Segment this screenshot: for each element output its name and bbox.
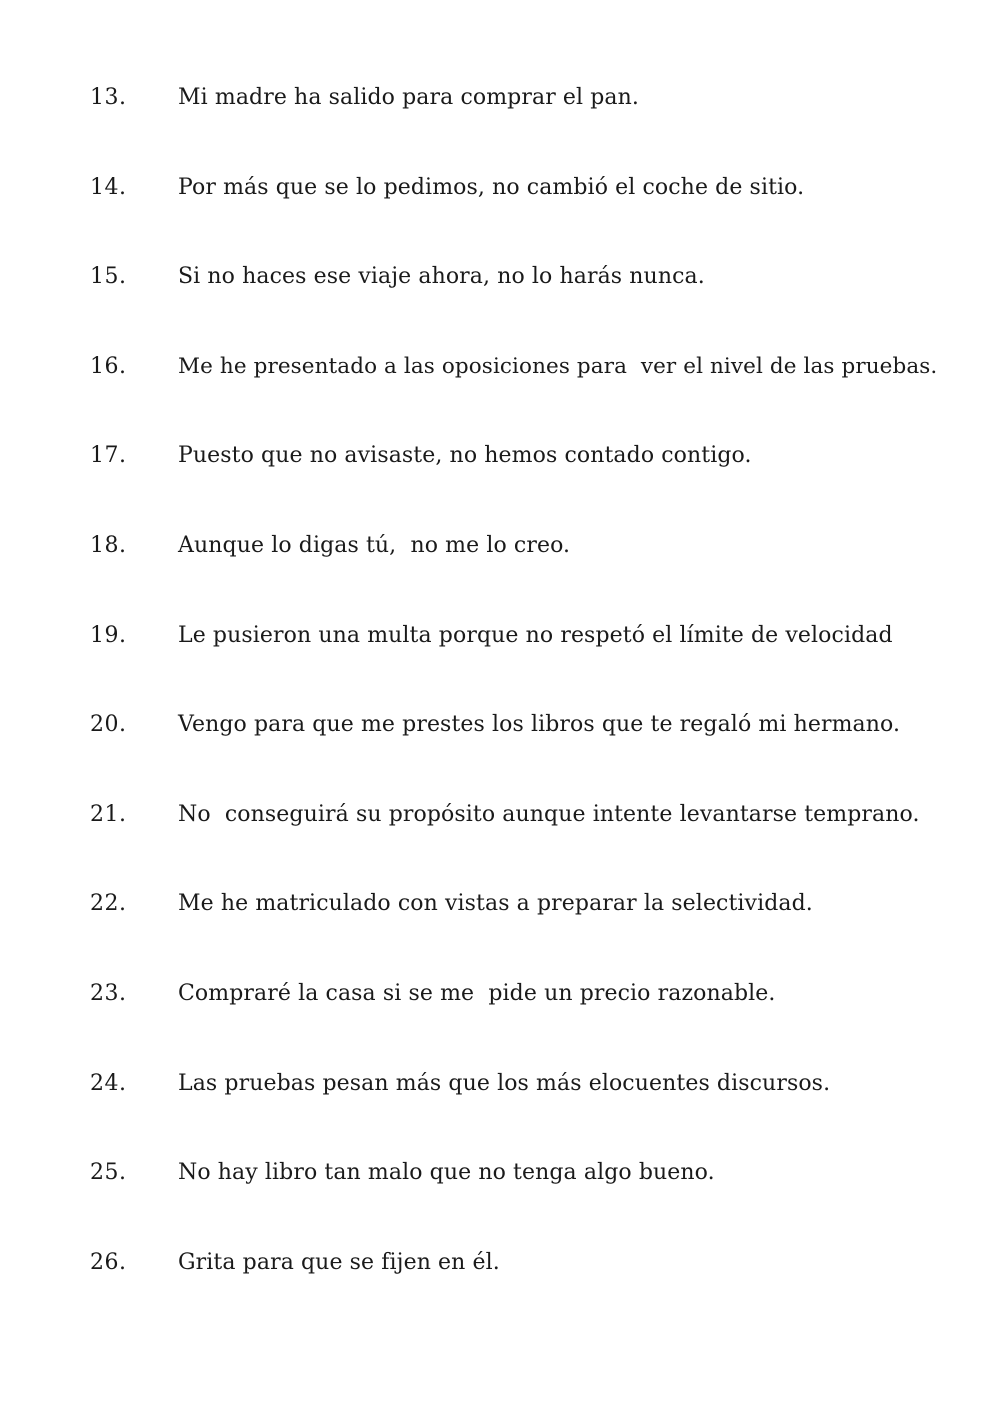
- sentence-item-13: [0, 78, 1000, 168]
- sentence-text: Si no haces ese viaje ahora, no lo harás nunca.: [178, 264, 705, 290]
- sentence-text: Me he matriculado con vistas a preparar la selectividad.: [178, 891, 813, 917]
- sentence-item-24: [0, 1064, 1000, 1154]
- sentence-text: Grita para que se fijen en él.: [178, 1249, 500, 1275]
- sentence-item-23: [0, 974, 1000, 1064]
- sentence-item-21: [0, 795, 1000, 885]
- sentence-number: 24.: [90, 1070, 127, 1096]
- sentence-number: 13.: [90, 85, 127, 110]
- sentence-text: Me he presentado a las oposiciones para ver el nivel de las pruebas.: [178, 353, 938, 379]
- sentence-item-20: [0, 705, 1000, 795]
- sentence-text: Las pruebas pesan más que los más elocuentes discursos.: [178, 1070, 831, 1096]
- sentence-item-17: [0, 436, 1000, 526]
- sentence-number: 23.: [90, 980, 127, 1006]
- sentence-text: Mi madre ha salido para comprar el pan.: [178, 85, 640, 110]
- sentence-text: Compraré la casa si se me pide un precio razonable.: [178, 980, 776, 1006]
- sentence-item-14: [0, 168, 1000, 258]
- sentence-number: 19.: [90, 622, 127, 648]
- sentence-number: 21.: [90, 801, 127, 827]
- sentence-number: 25.: [90, 1160, 127, 1186]
- sentence-item-25: [0, 1153, 1000, 1243]
- sentence-item-26: [0, 1243, 1000, 1333]
- sentence-number: 16.: [90, 353, 127, 379]
- sentence-number: 22.: [90, 891, 127, 917]
- sentence-list: [0, 78, 1000, 1332]
- sentence-item-16: [0, 347, 1000, 437]
- sentence-number: 26.: [90, 1249, 127, 1275]
- sentence-item-18: [0, 526, 1000, 616]
- sentence-text: Le pusieron una multa porque no respetó el límite de velocidad: [178, 622, 893, 648]
- sentence-number: 17.: [90, 443, 127, 469]
- sentence-number: 15.: [90, 264, 127, 290]
- sentence-text: No hay libro tan malo que no tenga algo bueno.: [178, 1160, 715, 1186]
- sentence-item-15: [0, 257, 1000, 347]
- sentence-text: No conseguirá su propósito aunque intente levantarse temprano.: [178, 801, 920, 827]
- sentence-number: 20.: [90, 712, 127, 738]
- sentence-number: 18.: [90, 532, 127, 558]
- sentence-text: Por más que se lo pedimos, no cambió el coche de sitio.: [178, 174, 805, 200]
- sentence-number: 14.: [90, 174, 127, 200]
- sentence-text: Puesto que no avisaste, no hemos contado contigo.: [178, 443, 752, 469]
- sentence-text: Aunque lo digas tú, no me lo creo.: [178, 532, 571, 558]
- sentence-item-22: [0, 884, 1000, 974]
- sentence-item-19: [0, 616, 1000, 706]
- sentence-text: Vengo para que me prestes los libros que te regaló mi hermano.: [178, 712, 901, 738]
